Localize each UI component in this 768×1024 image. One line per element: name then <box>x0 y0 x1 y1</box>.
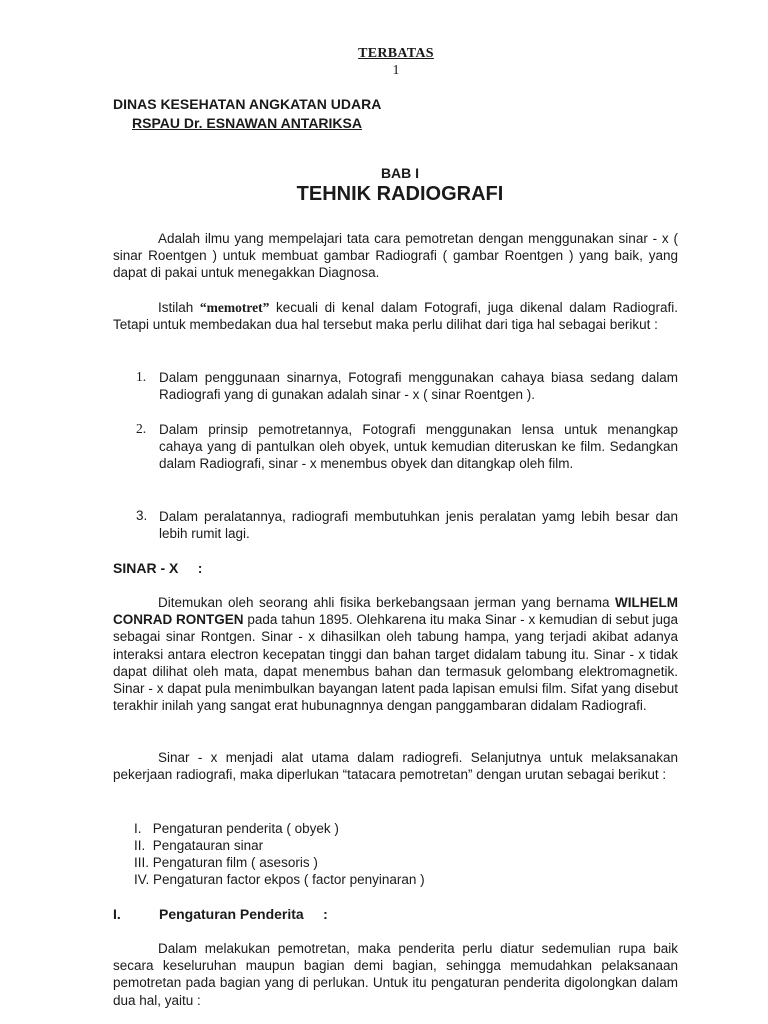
discoverer-name: WILHELM CONRAD RONTGEN <box>113 595 678 628</box>
section-1-paragraph: Dalam melakukan pemotretan, maka penderita perlu diatur sedemulian rupa baik secara keseluruhan maupun bagian demi bagian, sehingga memudahkan pelaksanaan pemotretan pada bagian yang di perlukan. Untuk itu pengaturan penderita digolongkan dalam dua hal, yaitu : <box>113 941 678 1008</box>
intro-paragraph-2-prefix: Istilah <box>158 300 200 315</box>
page-number: 1 <box>392 63 400 78</box>
section-1-number: I. <box>113 906 121 922</box>
classification-label: TERBATAS <box>358 46 434 61</box>
sinar-x-paragraph-1-prefix: Ditemukan oleh seorang ahli fisika berkebangsaan jerman yang bernama <box>158 595 615 610</box>
sinar-x-heading: SINAR - X : <box>113 560 203 576</box>
intro-paragraph-2 <box>113 299 678 333</box>
step-item-2: II. Pengatauran sinar <box>134 838 264 853</box>
difference-item-2: Dalam prinsip pemotretannya, Fotografi menggunakan lensa untuk menangkap cahaya yang di pantulkan oleh obyek, untuk kemudian diteruskan ke film. Sedangkan dalam Radiografi, sinar - x menembus obyek dan ditangkap oleh film. <box>159 422 678 472</box>
difference-item-3: Dalam peralatannya, radiografi membutuhkan jenis peralatan yamg lebih besar dan lebih rumit lagi. <box>159 509 678 542</box>
section-1-heading: Pengaturan Penderita : <box>159 906 328 922</box>
organization-name: DINAS KESEHATAN ANGKATAN UDARA <box>113 96 382 112</box>
step-item-3: III. Pengaturan film ( asesoris ) <box>134 855 318 870</box>
hospital-name: RSPAU Dr. ESNAWAN ANTARIKSA <box>132 115 362 131</box>
intro-paragraph-2-rest: kecuali di kenal dalam Fotografi, juga dikenal dalam Radiografi. Tetapi untuk membedakan dua hal tersebut maka perlu dilihat dari tiga hal sebagai berikut : <box>113 300 678 333</box>
memotret-term: “memotret” <box>199 300 270 315</box>
difference-item-1: Dalam penggunaan sinarnya, Fotografi menggunakan cahaya biasa sedang dalam Radiografi yang di gunakan adalah sinar - x ( sinar Roentgen ). <box>159 370 678 403</box>
sinar-x-paragraph-2: Sinar - x menjadi alat utama dalam radiogrefi. Selanjutnya untuk melaksanakan pekerjaan radiografi, maka diperlukan “tatacara pemotretan” dengan urutan sebagai berikut : <box>113 750 678 783</box>
intro-paragraph-1: Adalah ilmu yang mempelajari tata cara pemotretan dengan menggunakan sinar - x ( sinar Roentgen ) untuk membuat gambar Radiografi ( gambar Roentgen ) yang baik, yang dapat di pakai untuk menegakkan Diagnosa. <box>113 231 678 281</box>
sinar-x-paragraph-1-rest: pada tahun 1895. Olehkarena itu maka Sinar - x kemudian di sebut juga sebagai sinar Rontgen. Sinar - x dihasilkan oleh tabung hampa, yang terjadi akibat adanya interaksi antara electron kecepatan tinggi dan bahan target didalam tabung itu. Sinar - x tidak dapat dilihat oleh mata, dapat menembus bahan dan termasuk gelombang elektromagnetik. Sinar - x dapat pula menimbulkan bayangan latent pada lapisan emulsi film. Sifat yang disebut terakhir inilah yang sangat erat hubunagnnya dengan panggambaran didalam Radiografi. <box>113 612 679 714</box>
difference-number-3: 3. <box>136 508 148 523</box>
step-item-1: I. Pengaturan penderita ( obyek ) <box>134 821 339 836</box>
sinar-x-paragraph-1 <box>113 594 678 714</box>
chapter-label: BAB I <box>380 165 420 181</box>
step-item-4: IV. Pengaturan factor ekpos ( factor penyinaran ) <box>134 872 425 887</box>
chapter-title: TEHNIK RADIOGRAFI <box>296 183 504 205</box>
difference-number-1: 1. <box>136 369 147 384</box>
difference-number-2: 2. <box>136 421 147 436</box>
